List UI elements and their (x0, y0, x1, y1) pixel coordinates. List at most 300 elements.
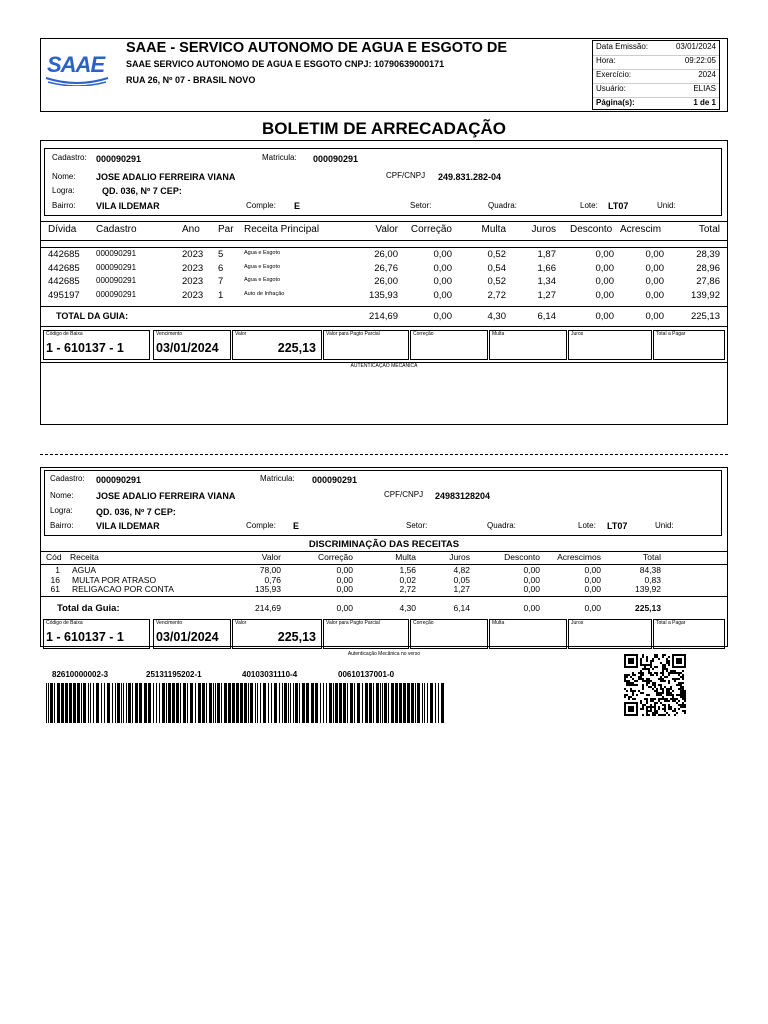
qr-module (626, 682, 628, 684)
table2-cell: 0,00 (336, 574, 353, 585)
barcode-bar (302, 683, 305, 723)
qr-module (644, 704, 646, 706)
table1-total-cell: 0,00 (595, 311, 614, 322)
correcao-label: Correção (413, 331, 434, 337)
table1-header-cell: Cadastro (96, 224, 137, 235)
codigo-baixa-label: Código de Baixa (46, 620, 83, 626)
qr-module (626, 680, 628, 682)
qr-module (646, 656, 648, 658)
qr-module (624, 678, 626, 680)
qr-module (676, 694, 678, 696)
stub-bairro-value: VILA ILDEMAR (96, 521, 160, 531)
qr-module (676, 702, 678, 704)
qr-module (668, 682, 670, 684)
qr-module (682, 670, 684, 672)
qr-module (670, 672, 672, 674)
qr-module (668, 664, 670, 666)
table2-body (0, 566, 768, 595)
qr-module (666, 668, 668, 670)
barcode-bar (369, 683, 372, 723)
qr-module (632, 684, 634, 686)
qr-module (656, 672, 658, 674)
barcode-bar (326, 683, 327, 723)
barcode-bar (148, 683, 151, 723)
table2-cell: 0,00 (584, 566, 601, 575)
qr-module (652, 700, 654, 702)
table1-header-cell: Acrescim (620, 224, 662, 235)
table1-cell: Auto de Infração (244, 290, 285, 297)
table1-cell: 0,00 (595, 249, 614, 260)
qr-module (644, 666, 646, 668)
qr-module (682, 688, 684, 690)
qr-module (664, 704, 666, 706)
barcode-bar (260, 683, 261, 723)
qr-module (654, 666, 656, 668)
barcode-bar (96, 683, 99, 723)
barcode-field-1: 82610000002-3 (52, 670, 109, 679)
table2-cell: 0,00 (336, 566, 353, 575)
qr-module (632, 682, 634, 684)
qr-module (634, 680, 636, 682)
table1-cell: 0,52 (487, 276, 506, 287)
barcode-bar (399, 683, 402, 723)
valor-parcial-label: Valor para Pagto Parcial (326, 620, 380, 626)
qr-module (658, 684, 660, 686)
barcode-bar (166, 683, 167, 723)
stub-cadastro-value: 000090291 (96, 475, 142, 485)
qr-module (666, 700, 668, 702)
qr-module (682, 686, 684, 688)
table1-total-cell: 0,00 (645, 311, 664, 322)
qr-module (654, 710, 656, 712)
table1-cell: 26,00 (374, 276, 398, 287)
table1-cell: 0,54 (487, 262, 506, 274)
qr-module (684, 692, 686, 694)
qr-module (648, 670, 650, 672)
qr-module (664, 680, 666, 682)
qr-module (646, 684, 648, 686)
barcode-bar (384, 683, 387, 723)
table2-total-rule (41, 596, 727, 597)
qr-module (646, 664, 648, 666)
table1-header-cell: Desconto (570, 224, 613, 235)
table2-cell: AGUA (72, 566, 97, 575)
multa-label: Multa (492, 331, 505, 337)
vencimento-value: 03/01/2024 (156, 630, 219, 644)
stub-comple-value: E (293, 521, 300, 531)
qr-module (646, 678, 648, 680)
qr-module (674, 698, 676, 700)
qr-module (654, 714, 656, 716)
barcode-bar (176, 683, 179, 723)
table2-header-cell: Juros (449, 552, 470, 562)
valor-parcial-label: Valor para Pagto Parcial (326, 331, 380, 337)
barcode-bar (417, 683, 420, 723)
barcode-bar (221, 683, 222, 723)
stub-unid-label: Unid: (655, 521, 674, 530)
qr-module (656, 688, 658, 690)
barcode-bar (139, 683, 142, 723)
qr-module (660, 692, 662, 694)
qr-module (640, 664, 642, 666)
qr-module (668, 714, 670, 716)
valor-value: 225,13 (277, 341, 316, 355)
table1-cell: 000090291 (96, 276, 137, 285)
info-label: Página(s): (596, 98, 635, 107)
table2-header (0, 552, 768, 564)
bairro-label: Bairro: (52, 201, 76, 210)
table1-cell: 28,39 (696, 249, 720, 260)
qr-module (642, 664, 644, 666)
table2-cell: 1 (55, 566, 60, 575)
barcode-bar (81, 683, 82, 723)
qr-module (640, 662, 642, 664)
stub-nome-value: JOSE ADALIO FERREIRA VIANA (96, 491, 236, 501)
qr-module (680, 690, 682, 692)
qr-module (680, 706, 682, 708)
qr-module (660, 662, 662, 664)
qr-module (662, 664, 664, 666)
barcode-bar (69, 683, 72, 723)
qr-module (650, 680, 652, 682)
qr-module (660, 680, 662, 682)
nome-label: Nome: (52, 172, 76, 181)
barcode-bar (323, 683, 324, 723)
qr-module (650, 666, 652, 668)
qr-module (656, 710, 658, 712)
qr-module (648, 694, 650, 696)
barcode-bar (232, 683, 235, 723)
table1-cell: 000090291 (96, 262, 137, 272)
qr-module (642, 706, 644, 708)
qr-module (626, 676, 628, 678)
qr-module (680, 692, 682, 694)
discriminacao-title: DISCRIMINAÇÃO DAS RECEITAS (308, 539, 460, 550)
correcao-label: Correção (413, 620, 434, 626)
table1-header (0, 224, 768, 238)
table2-cell: 2,72 (399, 584, 416, 594)
table2-cell: 61 (50, 584, 60, 594)
qr-module (678, 704, 680, 706)
qr-module (682, 676, 684, 678)
table1-total-cell: 214,69 (368, 311, 398, 322)
qr-module (650, 698, 652, 700)
table2-header-cell: Receita (70, 552, 99, 562)
qr-module (680, 682, 682, 684)
table1-cell: 1 (218, 289, 224, 301)
qr-module (652, 660, 654, 662)
barcode-bar (244, 683, 247, 723)
qr-module (624, 694, 626, 696)
qr-module (638, 690, 640, 692)
qr-module (624, 674, 626, 676)
qr-module (666, 658, 668, 660)
barcode-bar (54, 683, 55, 723)
lote-value: LT07 (608, 201, 629, 211)
barcode-bar (183, 683, 186, 723)
table2-cell: 0,76 (264, 574, 281, 585)
qr-module (632, 678, 634, 680)
qr-module (662, 690, 664, 692)
stub-comple-label: Comple: (246, 521, 276, 530)
qr-module (624, 676, 626, 678)
barcode-bar (373, 683, 374, 723)
table1-cell: 7 (218, 276, 224, 287)
qr-module (666, 712, 668, 714)
table2-header-cell: Cód (46, 552, 62, 562)
qr-module (654, 704, 656, 706)
qr-module (682, 704, 684, 706)
barcode-bar (424, 683, 425, 723)
barcode-bar (320, 683, 321, 723)
table2-cell: 0,00 (523, 584, 540, 594)
qr-module (662, 678, 664, 680)
qr-module (640, 658, 642, 660)
stub-lote-label: Lote: (578, 521, 596, 530)
qr-module (648, 680, 650, 682)
qr-module (660, 684, 662, 686)
qr-module (624, 688, 626, 690)
qr-module (650, 708, 652, 710)
table2-total-cell: 225,13 (635, 603, 661, 613)
qr-module (648, 678, 650, 680)
qr-module (646, 658, 648, 660)
qr-module (672, 678, 674, 680)
qr-module (662, 656, 664, 658)
barcode-bar (380, 683, 381, 723)
qr-module (652, 698, 654, 700)
barcode-bar (250, 683, 253, 723)
qr-module (634, 698, 636, 700)
stub-matricula-value: 000090291 (312, 475, 358, 485)
qr-module (646, 668, 648, 670)
qr-module (666, 688, 668, 690)
qr-module (674, 700, 676, 702)
barcode-bar (209, 683, 212, 723)
barcode-bar (288, 683, 289, 723)
table1-cell: 0,00 (595, 276, 614, 287)
qr-module (670, 686, 672, 688)
qr-module (640, 708, 642, 710)
qr-module (672, 710, 674, 712)
table2-cell: 0,00 (584, 584, 601, 594)
qr-module (656, 654, 658, 656)
qr-module (636, 684, 638, 686)
qr-module (628, 696, 630, 698)
multa-label: Multa (492, 620, 505, 626)
table1-cell: 442685 (48, 262, 80, 274)
table1-cell: 28,96 (696, 262, 720, 274)
qr-module (682, 696, 684, 698)
qr-module (628, 682, 630, 684)
qr-module (678, 674, 680, 676)
info-label: Usuário: (596, 84, 626, 93)
qr-module (658, 692, 660, 694)
qr-module (672, 690, 674, 692)
barcode-bar (248, 683, 249, 723)
qr-module (650, 674, 652, 676)
qr-module (632, 694, 634, 696)
qr-module (658, 678, 660, 680)
qr-module (652, 684, 654, 686)
qr-module (672, 672, 674, 674)
table1-cell: 0,00 (433, 249, 452, 260)
barcode-bar (438, 683, 439, 723)
table1-cell: 0,00 (595, 289, 614, 301)
qr-module (670, 694, 672, 696)
lote-label: Lote: (580, 201, 598, 210)
qr-module (646, 660, 648, 662)
valor-label: Valor (235, 620, 247, 626)
valor-value: 225,13 (277, 630, 316, 644)
qr-module (672, 694, 674, 696)
qr-module (652, 714, 654, 716)
qr-module (660, 678, 662, 680)
barcode-bar (403, 683, 406, 723)
table2-total-cell: 4,30 (399, 603, 416, 613)
qr-module (646, 702, 648, 704)
qr-module (668, 692, 670, 694)
qr-module (656, 690, 658, 692)
qr-module (654, 698, 656, 700)
table1-header-cell: Multa (481, 224, 506, 235)
qr-module (662, 696, 664, 698)
qr-module (642, 668, 644, 670)
barcode-bar (274, 683, 277, 723)
barcode-bar (279, 683, 280, 723)
qr-module (630, 688, 632, 690)
barcode-bar (362, 683, 363, 723)
qr-module (648, 714, 650, 716)
barcode-bar (271, 683, 272, 723)
barcode-bar (343, 683, 346, 723)
barcode-bar (299, 683, 300, 723)
unid-label: Unid: (657, 201, 676, 210)
table2-cell: 0,00 (336, 584, 353, 594)
qr-module (668, 708, 670, 710)
qr-module (640, 674, 642, 676)
qr-module (634, 690, 636, 692)
qr-module (624, 696, 626, 698)
qr-module (662, 654, 664, 656)
qr-module (640, 702, 642, 704)
barcode-bar (48, 683, 49, 723)
barcode-bar (347, 683, 348, 723)
table1-cell: 442685 (48, 276, 80, 287)
qr-module (642, 692, 644, 694)
qr-module (666, 694, 668, 696)
qr-module (684, 710, 686, 712)
table1-total-label: TOTAL DA GUIA: (56, 311, 129, 321)
qr-module (680, 676, 682, 678)
qr-module (662, 672, 664, 674)
table1-cell: 000090291 (96, 289, 137, 299)
barcode-bar (422, 683, 423, 723)
qr-module (668, 704, 670, 706)
barcode-bar (172, 683, 175, 723)
matricula-label: Matricula: (262, 153, 297, 162)
qr-module (668, 680, 670, 682)
info-value: 03/01/2024 (675, 42, 716, 51)
qr-module (638, 672, 640, 674)
table1-cell: 442685 (48, 249, 80, 260)
qr-module (628, 674, 630, 676)
qr-module (652, 668, 654, 670)
barcode-bar (168, 683, 171, 723)
stub-logra-value: QD. 036, Nº 7 CEP: (96, 507, 176, 517)
qr-module (660, 676, 662, 678)
qr-module (642, 704, 644, 706)
stub-cadastro-label: Cadastro: (50, 474, 85, 483)
qr-finder-center (628, 706, 634, 712)
table1-total-rule (41, 306, 727, 307)
table1-cell: 2023 (182, 276, 204, 287)
table1-totals (0, 311, 768, 325)
qr-module (642, 674, 644, 676)
barcode-bar (388, 683, 389, 723)
table1-cell: 0,00 (433, 289, 452, 301)
matricula-value: 000090291 (313, 154, 359, 164)
barcode-bar (132, 683, 133, 723)
barcode-bar (90, 683, 91, 723)
table1-cell: 5 (218, 249, 224, 260)
table2-cell: RELIGACAO POR CONTA (72, 584, 174, 594)
qr-module (652, 674, 654, 676)
table1-bottom-rule (41, 326, 727, 327)
stub-nome-label: Nome: (50, 491, 74, 500)
qr-module (660, 702, 662, 704)
qr-module (664, 706, 666, 708)
barcode-bar (427, 683, 428, 723)
table1-cell: Agua e Esgoto (244, 263, 281, 270)
barcode-bar (441, 683, 444, 723)
qr-module (632, 672, 634, 674)
qr-module (664, 710, 666, 712)
barcode-bar (77, 683, 80, 723)
qr-module (676, 678, 678, 680)
table2-total-cell: 0,00 (336, 603, 353, 613)
qr-module (656, 702, 658, 704)
qr-module (644, 680, 646, 682)
qr-module (668, 700, 670, 702)
qr-module (658, 698, 660, 700)
barcode-bar (104, 683, 105, 723)
qr-module (678, 708, 680, 710)
qr-module (642, 678, 644, 680)
qr-module (678, 694, 680, 696)
table2-header-cell: Correção (318, 552, 353, 562)
table1-header-cell: Par (218, 224, 234, 235)
table1-cell: 26,76 (374, 262, 398, 274)
qr-module (660, 686, 662, 688)
barcode-bar (73, 683, 76, 723)
qr-module (670, 692, 672, 694)
info-value: 09:22:05 (684, 56, 716, 65)
qr-module (680, 684, 682, 686)
logra-label: Logra: (52, 186, 75, 195)
barcode-bar (306, 683, 309, 723)
qr-module (682, 692, 684, 694)
table1-header-cell: Total (698, 224, 720, 235)
qr-module (648, 664, 650, 666)
table1-cell: 1,27 (537, 289, 556, 301)
pix-qr-code (624, 654, 686, 716)
barcode-bar (435, 683, 436, 723)
qr-module (680, 704, 682, 706)
logo-text: SAAE (47, 52, 105, 77)
payment-barcode (46, 683, 448, 723)
qr-module (666, 676, 668, 678)
